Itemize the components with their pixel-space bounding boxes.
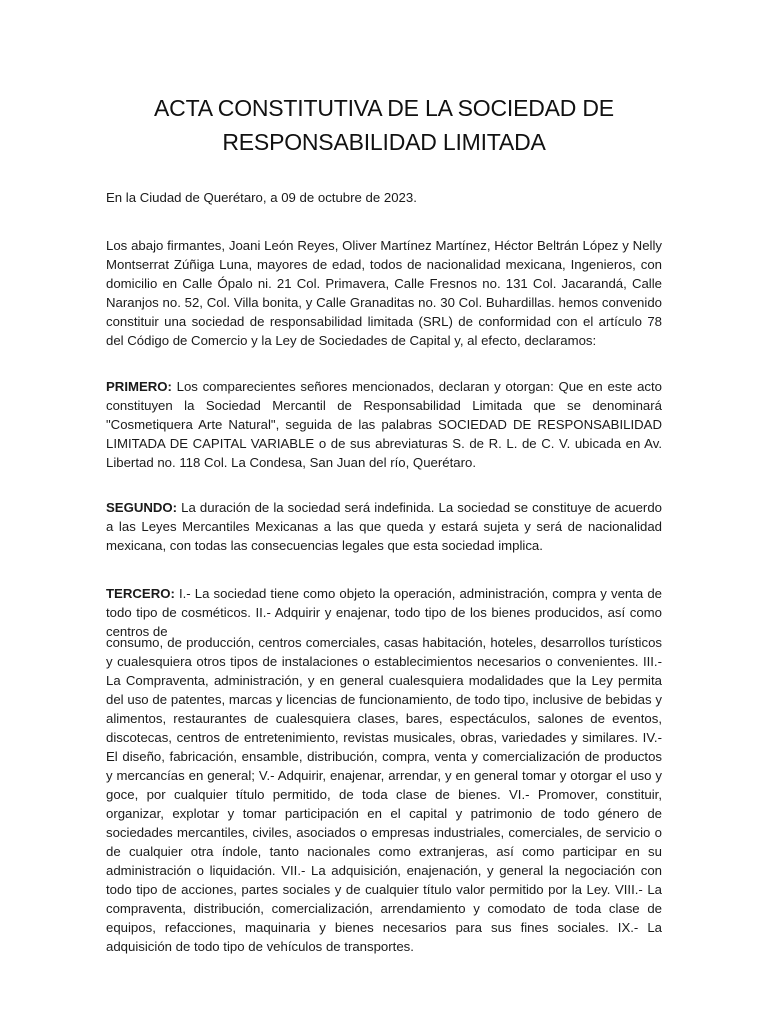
- clause-primero-text: Los comparecientes señores mencionados, declaran y otorgan: Que en este acto constituyen la Sociedad Mercantil de Responsabilidad Limitada que se denominará "Cosmetiquera Arte Natural", seguida de las palabras SOCIEDAD DE RESPONSABILIDAD LIMITADA DE CAPITAL VARIABLE o de sus abreviaturas S. de R. L. de C. V. ubicada en Av. Libertad no. 118 Col. La Condesa, San Juan del río, Querétaro.: [106, 379, 662, 470]
- date-paragraph: En la Ciudad de Querétaro, a 09 de octubre de 2023.: [106, 190, 417, 205]
- clause-tercero-text-start: I.- La sociedad tiene como objeto la operación, administración, compra y venta de todo tipo de cosméticos. II.- Adquirir y enajenar, todo tipo de los bienes producidos, así como centros de: [106, 586, 662, 639]
- clause-tercero-continuation: consumo, de producción, centros comerciales, casas habitación, hoteles, desarrollos turísticos y cualesquiera otros tipos de instalaciones o establecimientos necesarios o convenientes. III.- La Compraventa, administración, y en general cualesquiera modalidades que la Ley permita del uso de patentes, marcas y licencias de funcionamiento, de todo tipo, inclusive de bebidas y alimentos, restaurantes de cualesquiera clases, bares, espectáculos, salones de eventos, discotecas, centros de entretenimiento, revistas musicales, obras, variedades y similares. IV.- El diseño, fabricación, ensamble, distribución, compra, venta y comercialización de productos y mercancías en general; V.- Adquirir, enajenar, arrendar, y en general tomar y otorgar el uso y goce, por cualquier título permitido, de toda clase de bienes. VI.- Promover, constituir, organizar, explotar y tomar participación en el capital y patrimonio de todo género de sociedades mercantiles, civiles, asociados o empresas industriales, comerciales, de servicio o de cualquier otra índole, tanto nacionales como extranjeras, así como participar en su administración o liquidación. VII.- La adquisición, enajenación, y general la negociación con todo tipo de acciones, partes sociales y de cualquier título valor permitido por la Ley. VIII.- La compraventa, distribución, comercialización, arrendamiento y comodato de toda clase de equipos, refacciones, maquinaria y bienes necesarios para sus fines sociales. IX.- La adquisición de todo tipo de vehículos de transportes.: [106, 635, 662, 954]
- title-line-2: RESPONSABILIDAD LIMITADA: [222, 129, 546, 155]
- intro-paragraph: Los abajo firmantes, Joani León Reyes, Oliver Martínez Martínez, Héctor Beltrán López y Nelly Montserrat Zúñiga Luna, mayores de edad, todos de nacionalidad mexicana, Ingenieros, con domicilio en Calle Ópalo ni. 21 Col. Primavera, Calle Fresnos no. 131 Col. Jacarandá, Calle Naranjos no. 52, Col. Villa bonita, y Calle Granaditas no. 30 Col. Buhardillas. hemos convenido constituir una sociedad de responsabilidad limitada (SRL) de conformidad con el artículo 78 del Código de Comercio y la Ley de Sociedades de Capital y, al efecto, declaramos:: [106, 238, 662, 348]
- clause-primero-label: PRIMERO:: [106, 379, 172, 394]
- clause-segundo: [106, 498, 662, 555]
- clause-tercero-label: TERCERO:: [106, 586, 175, 601]
- clause-segundo-label: SEGUNDO:: [106, 500, 178, 515]
- document-title: [0, 91, 768, 159]
- clause-primero: [106, 377, 662, 472]
- title-line-1: ACTA CONSTITUTIVA DE LA SOCIEDAD DE: [154, 95, 614, 121]
- clause-segundo-text: La duración de la sociedad será indefinida. La sociedad se constituye de acuerdo a las Leyes Mercantiles Mexicanas a las que queda y estará sujeta y será de nacionalidad mexicana, con todas las consecuencias legales que esta sociedad implica.: [106, 500, 662, 553]
